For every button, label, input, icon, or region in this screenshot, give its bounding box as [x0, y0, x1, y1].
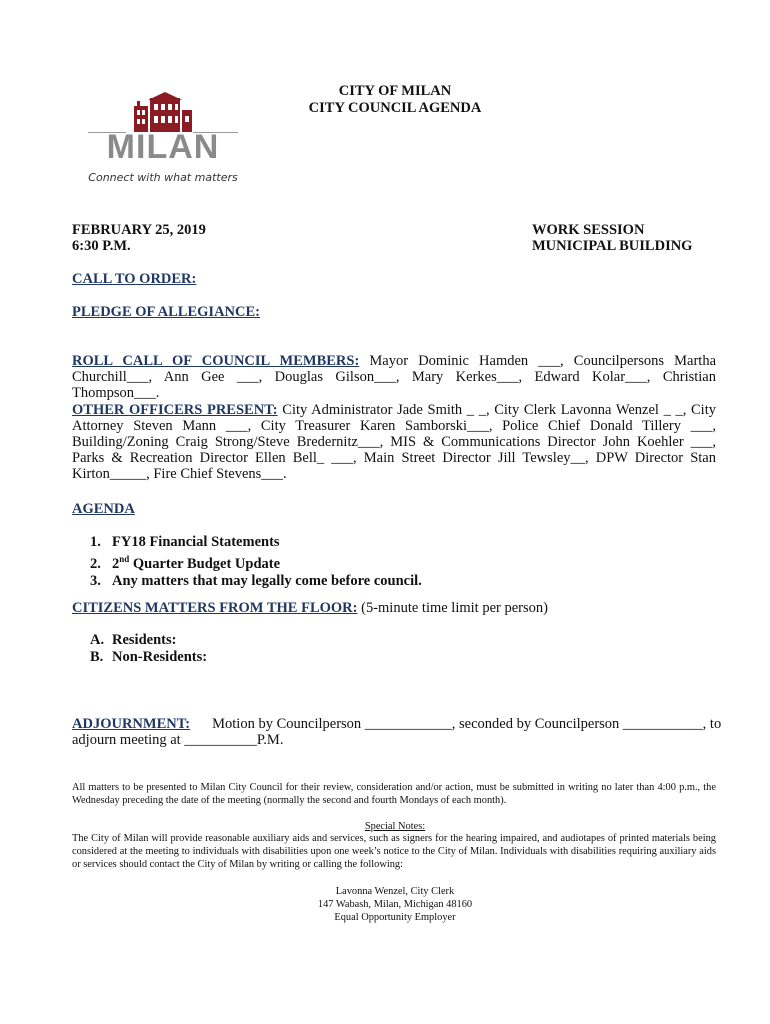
- logo-wordmark: MILAN: [106, 128, 220, 166]
- roll-call-heading: ROLL CALL OF COUNCIL MEMBERS:: [72, 353, 360, 369]
- agenda-item: 1. FY18 Financial Statements: [90, 534, 280, 550]
- contact-name: Lavonna Wenzel, City Clerk: [335, 886, 455, 897]
- city-logo: [88, 92, 238, 192]
- adjournment-heading: ADJOURNMENT:: [72, 716, 191, 732]
- logo-tagline: Connect with what matters: [88, 171, 238, 184]
- adjournment-section: [72, 716, 722, 748]
- meeting-place: [532, 222, 692, 254]
- pledge-heading: PLEDGE OF ALLEGIANCE:: [72, 304, 260, 320]
- agenda-list: [90, 534, 422, 590]
- contact-eoe: Equal Opportunity Employer: [334, 912, 456, 923]
- agenda-item: 3. Any matters that may legally come before council.: [90, 572, 422, 589]
- meeting-date: FEBRUARY 25, 2019: [72, 222, 206, 238]
- clerk-contact: [200, 885, 590, 924]
- call-to-order-heading: CALL TO ORDER:: [72, 271, 197, 287]
- agenda-item: 2. 2nd Quarter Budget Update: [90, 554, 281, 572]
- adjournment-motion: Motion by Councilperson ____________, seconded by Councilperson ___________, to: [212, 716, 722, 732]
- roll-call-section: [72, 353, 716, 401]
- other-officers-text: City Administrator Jade Smith _ _, City Clerk Lavonna Wenzel _ _, City Attorney Steven Mann ___, City Treasurer Karen Samborski___, Police Chief Donald Tillery ___, Building/Zoning Craig Strong/Steve Bredernitz___, MIS & Communications Director John Koehler ___, Parks & Recreation Director Ellen Bell_ ___, Main Street Director Jill Tewsley__, DPW Director Stan Kirton_____, Fire Chief Stevens___.: [72, 402, 716, 482]
- contact-address: 147 Wabash, Milan, Michigan 48160: [317, 899, 473, 910]
- special-notes-heading: Special Notes:: [364, 821, 426, 832]
- citizens-heading: CITIZENS MATTERS FROM THE FLOOR:: [72, 600, 358, 616]
- other-officers-section: [72, 402, 716, 482]
- meeting-time: 6:30 P.M.: [72, 238, 131, 254]
- meeting-type: WORK SESSION: [532, 222, 645, 238]
- citizens-item: A. Residents:: [90, 632, 177, 648]
- title-agenda: CITY COUNCIL AGENDA: [308, 100, 482, 116]
- agenda-heading: AGENDA: [72, 501, 135, 517]
- other-officers-heading: OTHER OFFICERS PRESENT:: [72, 402, 278, 418]
- roll-call-text: Mayor Dominic Hamden ___, Councilpersons Martha Churchill___, Ann Gee ___, Douglas Gilson___, Mary Kerkes___, Edward Kolar___, Christian Thompson___.: [72, 353, 717, 401]
- meeting-datetime: [72, 222, 206, 254]
- adjournment-time: adjourn meeting at __________P.M.: [72, 732, 284, 748]
- citizens-section: [72, 600, 548, 616]
- submission-notice: All matters to be presented to Milan City Council for their review, consideration and/or action, must be submitted in writing no later than 4:00 p.m., the Wednesday preceding the date of the meeting (normally the second and fourth Mondays of each month).: [72, 782, 716, 806]
- citizens-item: B. Non-Residents:: [90, 649, 208, 665]
- meeting-location: MUNICIPAL BUILDING: [532, 238, 693, 254]
- title-city: CITY OF MILAN: [338, 83, 452, 99]
- document-title: [240, 83, 550, 117]
- special-notes-text: The City of Milan will provide reasonable auxiliary aids and services, such as signers for the hearing impaired, and audiotapes of printed materials being considered at the meeting to individuals with disabilities upon one week’s notice to the City of Milan. Individuals with disabilities requiring auxiliary aids or services should contact the City of Milan by writing or calling the following:: [72, 833, 716, 870]
- citizens-list: [90, 632, 207, 666]
- citizens-note: (5-minute time limit per person): [357, 600, 548, 616]
